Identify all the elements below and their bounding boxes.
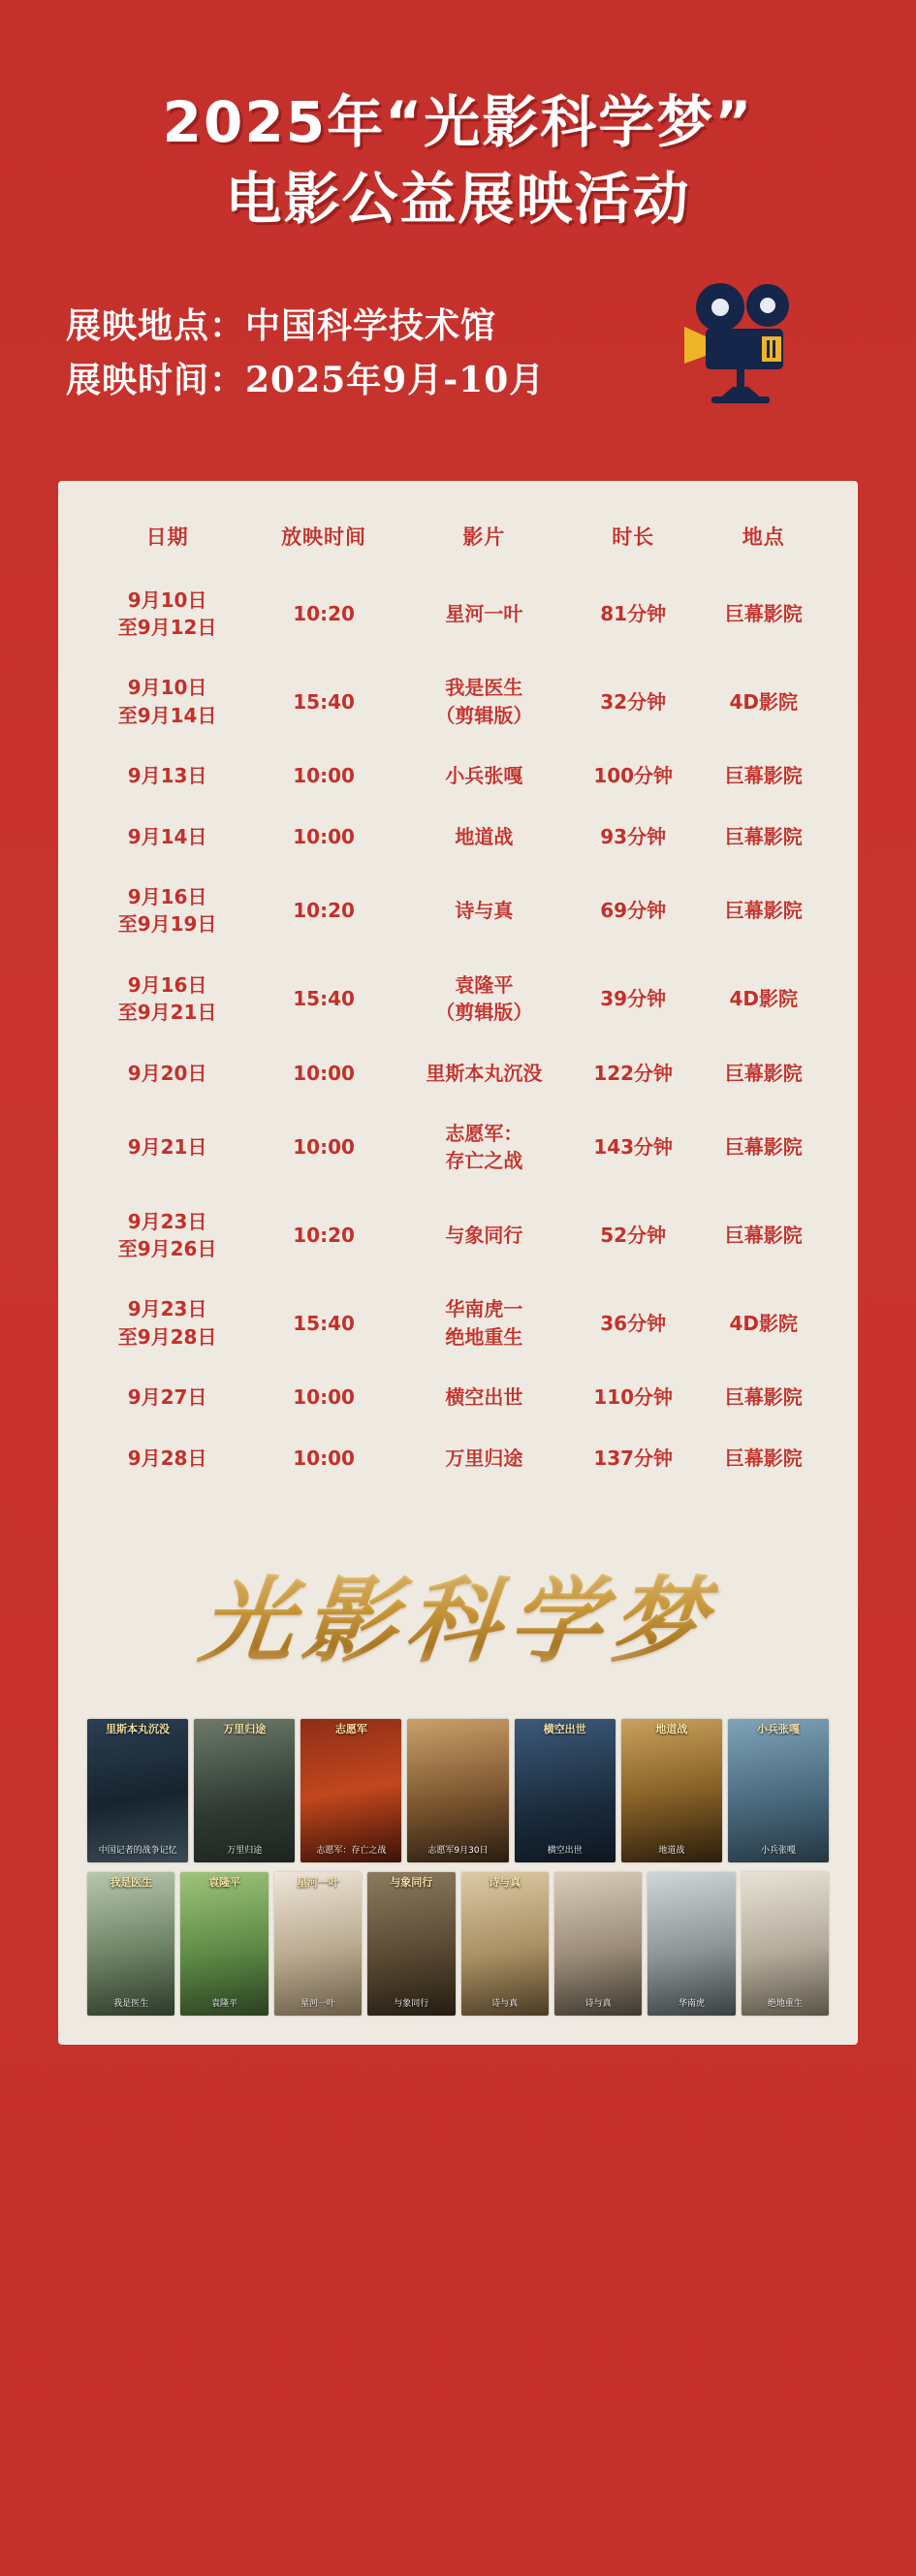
table-row <box>85 1279 831 1367</box>
movie-poster-thumb: 与象同行 与象同行 <box>367 1872 455 2016</box>
table-row <box>85 1367 831 1427</box>
cell-time: 10:00 <box>293 1385 355 1410</box>
column-header-date: 日期 <box>145 525 189 549</box>
cell-time: 15:40 <box>293 689 355 714</box>
cell-date: 9月21日 <box>127 1135 207 1160</box>
table-row <box>85 1192 831 1280</box>
movie-poster-thumb: 里斯本丸沉没 中国记者的战争记忆 <box>87 1719 188 1862</box>
cell-film: 星河一叶 <box>445 601 523 625</box>
movie-poster-thumb: 横空出世 横空出世 <box>515 1719 616 1862</box>
movie-poster-thumb: 我是医生 我是医生 <box>87 1872 174 2016</box>
table-row <box>85 1043 831 1103</box>
table-row <box>85 1103 831 1192</box>
cell-film: 志愿军： 存亡之战 <box>445 1121 523 1173</box>
movie-poster-thumb: 地道战 地道战 <box>621 1719 722 1862</box>
cell-venue: 4D影院 <box>729 1311 799 1335</box>
table-row <box>85 570 831 658</box>
calligraphy-text: 光影科学梦 <box>194 1547 721 1680</box>
event-info <box>66 300 851 408</box>
table-row <box>85 867 831 955</box>
page-title-line-1: 2025年“光影科学梦” <box>162 89 754 155</box>
cell-venue: 巨幕影院 <box>724 899 803 923</box>
cell-date: 9月16日 至9月21日 <box>117 972 217 1025</box>
cell-time: 10:20 <box>293 1223 355 1247</box>
poster-strip-row-2 <box>85 1872 831 2016</box>
cell-duration: 143分钟 <box>593 1135 674 1160</box>
cell-duration: 52分钟 <box>600 1223 667 1247</box>
poster-strip-row-1 <box>85 1719 831 1862</box>
cell-venue: 巨幕影院 <box>724 1223 803 1247</box>
cell-date: 9月10日 至9月12日 <box>117 588 217 639</box>
cell-time: 10:00 <box>293 1446 355 1470</box>
cell-film: 与象同行 <box>445 1223 523 1247</box>
cell-time: 10:00 <box>293 1135 355 1160</box>
column-header-film: 影片 <box>462 525 506 549</box>
calligraphy-logo <box>85 1521 831 1705</box>
cell-duration: 122分钟 <box>593 1061 674 1085</box>
cell-duration: 93分钟 <box>600 824 667 848</box>
cell-venue: 巨幕影院 <box>724 1385 803 1410</box>
movie-poster-thumb: 华南虎 <box>648 1872 735 2016</box>
movie-poster-thumb: 志愿军 志愿军：存亡之战 <box>300 1719 401 1862</box>
schedule-table <box>85 516 831 1488</box>
movie-poster-thumb: 星河一叶 星河一叶 <box>274 1872 362 2016</box>
movie-poster-thumb: 诗与真 诗与真 <box>461 1872 549 2016</box>
table-row <box>85 657 831 746</box>
column-header-time: 放映时间 <box>281 525 367 549</box>
page-title-line-2: 电影公益展映活动 <box>225 165 691 232</box>
cell-time: 10:00 <box>293 824 355 848</box>
schedule-card <box>58 481 858 2045</box>
cell-venue: 巨幕影院 <box>724 1446 803 1470</box>
cell-film: 诗与真 <box>455 899 514 923</box>
poster-header <box>0 0 916 234</box>
movie-poster-thumb: 志愿军9月30日 <box>407 1719 508 1862</box>
event-venue: 展映地点：中国科学技术馆 <box>66 305 497 346</box>
column-header-duration: 时长 <box>612 525 655 549</box>
table-row <box>85 955 831 1043</box>
cell-date: 9月20日 <box>127 1061 207 1085</box>
cell-venue: 巨幕影院 <box>724 764 803 788</box>
cell-time: 10:00 <box>293 1061 355 1085</box>
cell-time: 15:40 <box>293 986 355 1010</box>
column-header-venue: 地点 <box>742 525 785 549</box>
table-header-row <box>85 516 831 570</box>
cell-date: 9月10日 至9月14日 <box>117 676 217 727</box>
cell-duration: 36分钟 <box>600 1311 667 1335</box>
movie-poster-thumb: 袁隆平 袁隆平 <box>180 1872 268 2016</box>
movie-poster-thumb: 万里归途 万里归途 <box>194 1719 295 1862</box>
cell-duration: 39分钟 <box>600 986 667 1010</box>
cell-film: 华南虎一 绝地重生 <box>445 1297 523 1349</box>
movie-poster-thumb: 绝地重生 <box>742 1872 829 2016</box>
cell-venue: 巨幕影院 <box>724 1061 803 1085</box>
cell-date: 9月14日 <box>127 824 207 848</box>
cell-venue: 巨幕影院 <box>724 601 803 625</box>
cell-venue: 4D影院 <box>729 986 799 1010</box>
cell-time: 15:40 <box>293 1311 355 1335</box>
cell-time: 10:00 <box>293 764 355 788</box>
cell-film: 我是医生 （剪辑版） <box>435 676 533 727</box>
cell-time: 10:20 <box>293 601 355 625</box>
movie-poster-thumb: 小兵张嘎 小兵张嘎 <box>728 1719 829 1862</box>
cell-duration: 110分钟 <box>593 1385 674 1410</box>
table-row <box>85 1428 831 1488</box>
cell-film: 地道战 <box>455 824 514 848</box>
cell-duration: 69分钟 <box>600 899 667 923</box>
cell-film: 万里归途 <box>445 1446 523 1470</box>
cell-film: 里斯本丸沉没 <box>426 1061 543 1085</box>
cell-film: 小兵张嘎 <box>445 764 523 788</box>
cell-film: 横空出世 <box>445 1385 523 1410</box>
cell-venue: 4D影院 <box>729 689 799 714</box>
cell-film: 袁隆平 （剪辑版） <box>435 972 533 1025</box>
cell-duration: 100分钟 <box>593 764 674 788</box>
cell-duration: 137分钟 <box>593 1446 674 1470</box>
cell-venue: 巨幕影院 <box>724 1135 803 1160</box>
cell-date: 9月27日 <box>127 1385 207 1410</box>
table-row <box>85 746 831 806</box>
cell-duration: 32分钟 <box>600 689 667 714</box>
cell-date: 9月13日 <box>127 764 207 788</box>
cell-date: 9月16日 至9月19日 <box>117 884 217 937</box>
cell-time: 10:20 <box>293 899 355 923</box>
table-row <box>85 807 831 867</box>
event-date: 展映时间：2025年9月-10月 <box>66 359 546 400</box>
cell-date: 9月23日 至9月28日 <box>117 1297 217 1349</box>
cell-date: 9月28日 <box>127 1446 207 1470</box>
movie-poster-thumb: 诗与真 <box>554 1872 642 2016</box>
cell-duration: 81分钟 <box>600 601 667 625</box>
film-projector-icon <box>667 278 812 409</box>
cell-venue: 巨幕影院 <box>724 824 803 848</box>
cell-date: 9月23日 至9月26日 <box>117 1209 217 1261</box>
